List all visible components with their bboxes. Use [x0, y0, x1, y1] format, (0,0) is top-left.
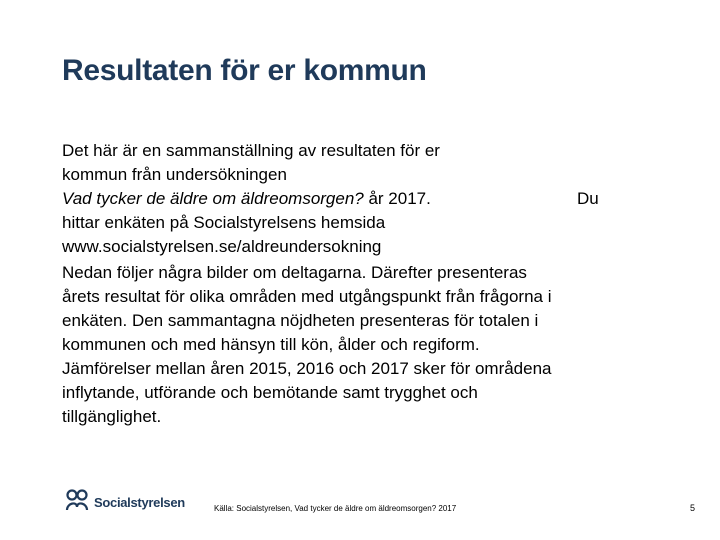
socialstyrelsen-logo-icon	[64, 488, 90, 517]
intro-line	[62, 187, 622, 211]
intro-paragraph	[62, 139, 622, 259]
survey-year: år 2017.	[363, 189, 431, 208]
page-number: 5	[690, 503, 696, 513]
intro-du: Du	[577, 189, 599, 208]
source-note: Källa: Socialstyrelsen, Vad tycker de äldre om äldreomsorgen? 2017	[214, 504, 457, 513]
body-line: enkäten. Den sammantagna nöjdheten presenteras för totalen i	[62, 311, 539, 330]
body-line: tillgänglighet.	[62, 407, 162, 426]
survey-name: Vad tycker de äldre om äldreomsorgen?	[62, 189, 364, 208]
body-paragraph	[62, 261, 622, 429]
body-line: Jämförelser mellan åren 2015, 2016 och 2017 sker för områdena	[62, 359, 552, 378]
page-title: Resultaten för er kommun	[62, 54, 427, 87]
logo-text: Socialstyrelsen	[94, 495, 185, 510]
intro-line: kommun från undersökningen	[62, 165, 287, 184]
body-line: Nedan följer några bilder om deltagarna. Därefter presenteras	[62, 263, 527, 282]
footer-logo	[64, 488, 185, 517]
intro-line: Det här är en sammanställning av resultaten för er	[62, 141, 440, 160]
website-link[interactable]: www.socialstyrelsen.se/aldreundersokning	[62, 237, 382, 256]
intro-line: hittar enkäten på Socialstyrelsens hemsida	[62, 213, 386, 232]
body-line: inflytande, utförande och bemötande samt trygghet och	[62, 383, 478, 402]
body-line: kommunen och med hänsyn till kön, ålder och regiform.	[62, 335, 480, 354]
body-line: årets resultat för olika områden med utgångspunkt från frågorna i	[62, 287, 552, 306]
